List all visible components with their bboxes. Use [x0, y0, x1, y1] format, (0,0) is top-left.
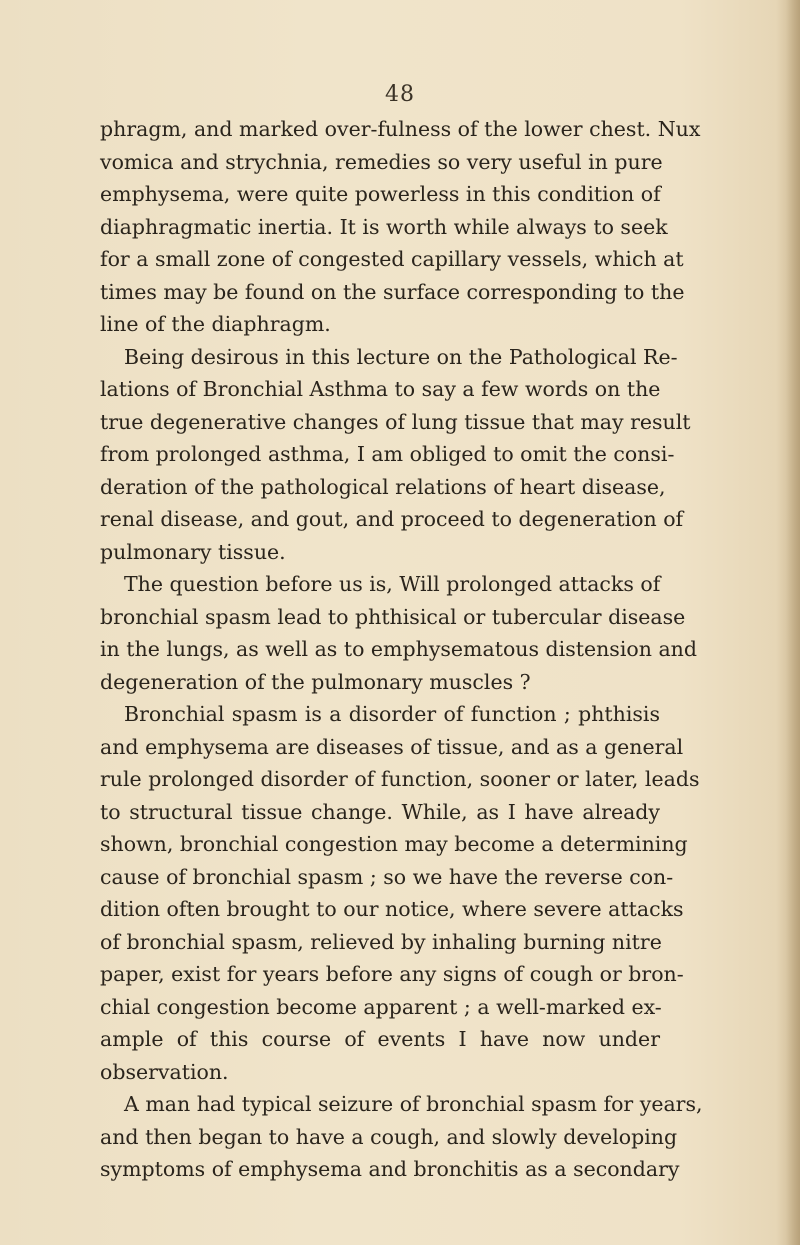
text-line: The question before us is, Will prolonged attacks of	[124, 572, 661, 596]
text-line: rule prolonged disorder of function, sooner or later, leads	[100, 767, 700, 791]
text-line: from prolonged asthma, I am obliged to omit the consi-	[100, 442, 675, 466]
text-line: bronchial spasm lead to phthisical or tubercular disease	[100, 604, 686, 629]
text-line: observation.	[100, 1059, 229, 1084]
text-line: for a small zone of congested capillary vessels, which at	[100, 247, 684, 271]
page-edge-shadow	[786, 0, 800, 1245]
text-line: pulmonary tissue.	[100, 539, 286, 564]
text-line: paper, exist for years before any signs of cough or bron-	[100, 962, 684, 986]
text-line: symptoms of emphysema and bronchitis as a secondary	[100, 1157, 680, 1181]
text-line: to structural tissue change. While, as I have already	[100, 799, 660, 824]
text-line: times may be found on the surface corresponding to the	[100, 279, 685, 304]
text-line: ample of this course of events I have now under	[100, 1027, 660, 1051]
text-line: phragm, and marked over-fulness of the lower chest. Nux	[100, 117, 701, 141]
text-line: shown, bronchial congestion may become a determining	[100, 832, 688, 856]
text-line: in the lungs, as well as to emphysematous distension and	[100, 637, 697, 661]
text-line: cause of bronchial spasm ; so we have the reverse con-	[100, 864, 674, 889]
text-line: emphysema, were quite powerless in this condition of	[100, 182, 661, 206]
text-line: and then began to have a cough, and slowly developing	[100, 1124, 678, 1149]
text-line: lations of Bronchial Asthma to say a few words on the	[100, 377, 661, 401]
text-line: and emphysema are diseases of tissue, and as a general	[100, 734, 684, 759]
body-text	[100, 113, 703, 1186]
text-line: Being desirous in this lecture on the Pathological Re-	[124, 344, 678, 369]
text-line: degeneration of the pulmonary muscles ?	[100, 669, 531, 694]
text-line: deration of the pathological relations of heart disease,	[100, 474, 666, 499]
text-line: true degenerative changes of lung tissue that may result	[100, 409, 691, 434]
text-line: renal disease, and gout, and proceed to degeneration of	[100, 507, 684, 531]
text-line: A man had typical seizure of bronchial spasm for years,	[124, 1092, 703, 1116]
text-line: diaphragmatic inertia. It is worth while always to seek	[100, 214, 668, 239]
text-line: chial congestion become apparent ; a well-marked ex-	[100, 994, 662, 1019]
text-line: Bronchial spasm is a disorder of function ; phthisis	[124, 702, 660, 726]
text-line: of bronchial spasm, relieved by inhaling burning nitre	[100, 929, 662, 954]
text-line: vomica and strychnia, remedies so very useful in pure	[100, 149, 663, 174]
text-line: line of the diaphragm.	[100, 312, 331, 336]
page-number: 48	[385, 82, 415, 107]
text-line: dition often brought to our notice, where severe attacks	[100, 897, 684, 921]
